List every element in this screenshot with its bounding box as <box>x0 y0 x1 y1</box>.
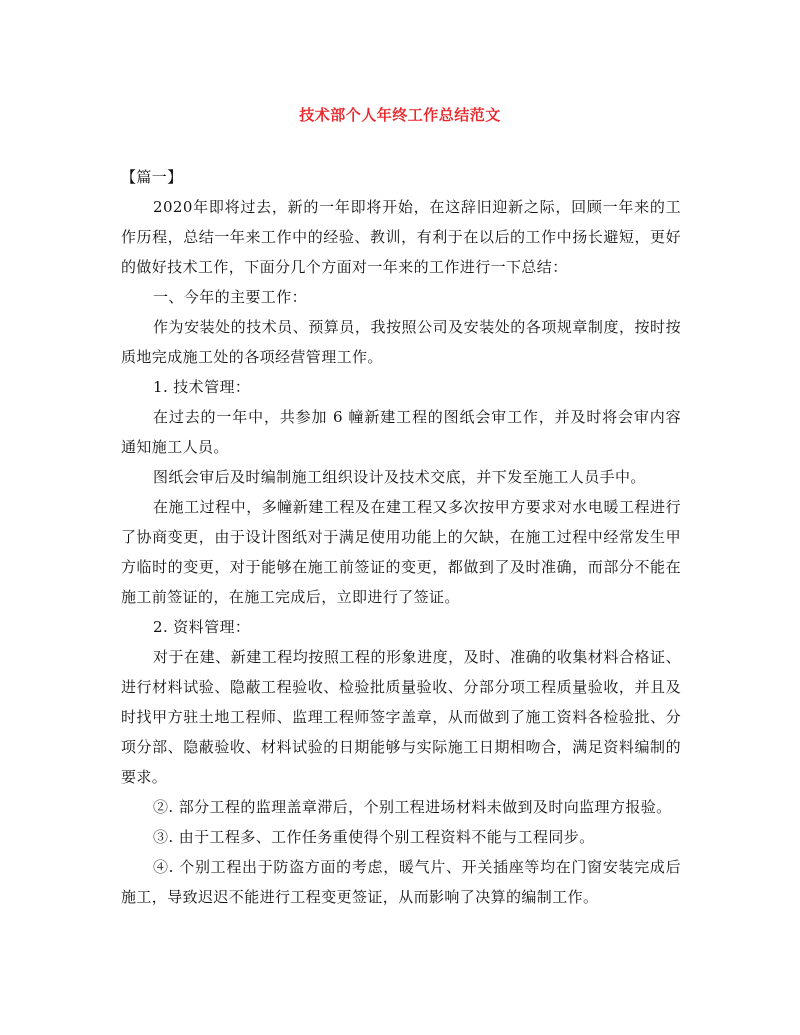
subheading-data-management: 2. 资料管理： <box>153 618 251 636</box>
data-paragraph-1: 对于在建、新建工程均按照工程的形象进度，及时、准确的收集材料合格证、进行材料试验、隐蔽工程验收、检验批质量验收、分部分项工程质量验收，并且及时找甲方驻土地工程师、监理工程师签字盖章，从而做到了施工资料各检验批、分项分部、隐蔽验收、材料试验的日期能够与实际施工日期相吻合，满足资料编制的要求。 <box>121 648 681 786</box>
subheading-tech-management: 1. 技术管理： <box>153 378 251 396</box>
tech-paragraph-2: 图纸会审后及时编制施工组织设计及技术交底，并下发至施工人员手中。 <box>153 468 646 486</box>
issue-item-4: ④. 个别工程出于防盗方面的考虑，暖气片、开关插座等均在门窗安装完成后施工，导致迟迟不能进行工程变更签证，从而影响了决算的编制工作。 <box>121 858 681 906</box>
section-heading-part-one: 【篇一】 <box>121 168 183 186</box>
issue-item-2: ②. 部分工程的监理盖章滞后，个别工程进场材料未做到及时向监理方报验。 <box>153 798 672 816</box>
document-title: 技术部个人年终工作总结范文 <box>299 106 501 124</box>
intro-paragraph: 2020年即将过去，新的一年即将开始，在这辞旧迎新之际，回顾一年来的工作历程，总结一年来工作中的经验、教训，有利于在以后的工作中扬长避短，更好的做好技术工作，下面分几个方面对一年来的工作进行一下总结： <box>121 198 681 276</box>
document-body <box>121 162 681 912</box>
role-paragraph: 作为安装处的技术员、预算员，我按照公司及安装处的各项规章制度，按时按质地完成施工处的各项经营管理工作。 <box>121 318 681 366</box>
issue-item-3: ③. 由于工程多、工作任务重使得个别工程资料不能与工程同步。 <box>153 828 595 846</box>
tech-paragraph-3: 在施工过程中，多幢新建工程及在建工程又多次按甲方要求对水电暖工程进行了协商变更，由于设计图纸对于满足使用功能上的欠缺，在施工过程中经常发生甲方临时的变更，对于能够在施工前签证的变更，都做到了及时准确，而部分不能在施工前签证的，在施工完成后，立即进行了签证。 <box>121 498 681 606</box>
tech-paragraph-1: 在过去的一年中，共参加 6 幢新建工程的图纸会审工作，并及时将会审内容通知施工人员。 <box>121 408 681 456</box>
section-heading-main-work: 一、今年的主要工作： <box>153 288 308 306</box>
